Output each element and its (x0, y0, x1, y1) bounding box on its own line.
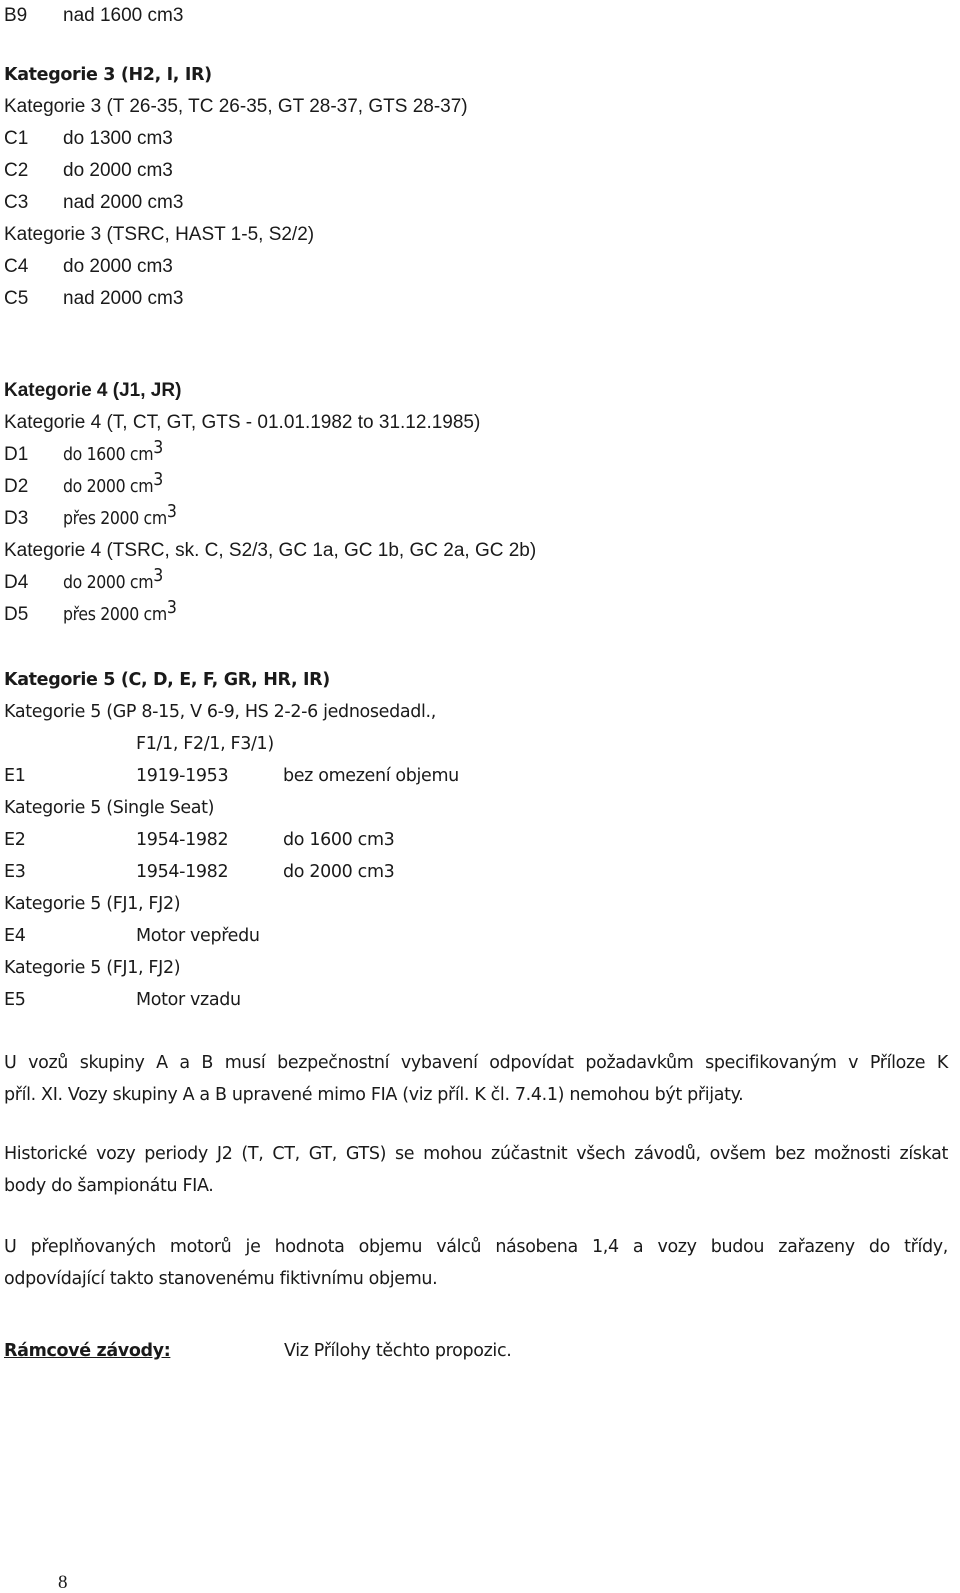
class-desc: do 2000 cm (63, 477, 154, 497)
category-5-subheading-1: Kategorie 5 (GP 8-15, V 6-9, HS 2-2-6 jednosedadl., (4, 702, 436, 722)
paragraph-j2-line-2: body do šampionátu FIA. (4, 1176, 214, 1196)
superscript: 3 (166, 502, 177, 522)
class-row-d4 (4, 567, 163, 599)
paragraph-turbo-line-1: U přeplňovaných motorů je hodnota objemu válců násobena 1,4 a vozy budou zařazeny do třídy, (4, 1237, 948, 1257)
class-desc: přes 2000 cm (63, 605, 167, 625)
class-desc: nad 1600 cm3 (63, 5, 184, 26)
class-desc: Motor vzadu (136, 990, 241, 1010)
category-4-subheading-2: Kategorie 4 (TSRC, sk. C, S2/3, GC 1a, GC 1b, GC 2a, GC 2b) (4, 540, 537, 561)
superscript: 3 (153, 438, 163, 458)
page-number: 8 (58, 1572, 68, 1593)
class-desc: do 2000 cm3 (283, 862, 395, 882)
class-code: C2 (4, 160, 29, 181)
superscript: 3 (166, 598, 177, 618)
category-5-subheading-1-cont: F1/1, F2/1, F3/1) (136, 734, 274, 754)
class-desc: do 1600 cm (63, 445, 154, 465)
class-code: D2 (4, 476, 29, 497)
class-years: 1954-1982 (136, 830, 229, 850)
class-code: D5 (4, 604, 29, 625)
paragraph-safety-line-2: příl. XI. Vozy skupiny A a B upravené mimo FIA (viz příl. K čl. 7.4.1) nemohou být přijaty. (4, 1085, 744, 1105)
class-code: E4 (4, 926, 26, 946)
class-row-e3 (4, 856, 394, 888)
category-5-subheading-3: Kategorie 5 (FJ1, FJ2) (4, 894, 181, 914)
class-code: C3 (4, 192, 29, 213)
class-desc: Motor vepředu (136, 926, 260, 946)
paragraph-turbo-line-2: odpovídající takto stanovenému fiktivnímu objemu. (4, 1269, 438, 1289)
framework-races-row (4, 1335, 511, 1367)
framework-races-label: Rámcové závody: (4, 1341, 171, 1361)
class-code: E2 (4, 830, 26, 850)
class-code: E3 (4, 862, 26, 882)
class-desc: bez omezení objemu (283, 766, 459, 786)
category-3-subheading-1: Kategorie 3 (T 26-35, TC 26-35, GT 28-37, GTS 28-37) (4, 96, 468, 117)
class-row-d2 (4, 471, 163, 503)
class-row-c3 (4, 187, 183, 219)
class-years: 1919-1953 (136, 766, 229, 786)
category-5-subheading-4: Kategorie 5 (FJ1, FJ2) (4, 958, 181, 978)
class-row-b9 (4, 0, 183, 32)
class-row-c5 (4, 283, 183, 315)
class-desc: nad 2000 cm3 (63, 288, 184, 309)
class-code: D3 (4, 508, 29, 529)
class-code: E5 (4, 990, 26, 1010)
class-row-e1 (4, 760, 459, 792)
category-4-subheading-1: Kategorie 4 (T, CT, GT, GTS - 01.01.1982 to 31.12.1985) (4, 412, 481, 433)
class-code: E1 (4, 766, 26, 786)
class-desc: přes 2000 cm (63, 509, 167, 529)
class-years: 1954-1982 (136, 862, 229, 882)
class-desc: do 1600 cm3 (283, 830, 395, 850)
class-code: B9 (4, 5, 28, 26)
class-code: D4 (4, 572, 29, 593)
class-code: C1 (4, 128, 29, 149)
class-code: C4 (4, 256, 29, 277)
superscript: 3 (153, 566, 163, 586)
class-row-d5 (4, 599, 177, 631)
class-desc: nad 2000 cm3 (63, 192, 184, 213)
category-5-heading: Kategorie 5 (C, D, E, F, GR, HR, IR) (4, 670, 330, 690)
class-row-d1 (4, 439, 163, 471)
category-4-heading: Kategorie 4 (J1, JR) (4, 380, 182, 401)
category-5-subheading-2: Kategorie 5 (Single Seat) (4, 798, 215, 818)
class-desc: do 1300 cm3 (63, 128, 173, 149)
class-row-c4 (4, 251, 173, 283)
class-row-e2 (4, 824, 394, 856)
category-3-subheading-2: Kategorie 3 (TSRC, HAST 1-5, S2/2) (4, 224, 315, 245)
class-code: D1 (4, 444, 29, 465)
class-row-d3 (4, 503, 177, 535)
class-desc: do 2000 cm3 (63, 256, 173, 277)
paragraph-j2-line-1: Historické vozy periody J2 (T, CT, GT, GTS) se mohou zúčastnit všech závodů, ovšem bez možnosti získat (4, 1144, 948, 1164)
paragraph-safety-line-1: U vozů skupiny A a B musí bezpečnostní vybavení odpovídat požadavkům specifikovaným v Příloze K (4, 1053, 948, 1073)
superscript: 3 (153, 470, 163, 490)
class-row-c2 (4, 155, 173, 187)
class-row-e5 (4, 984, 241, 1016)
class-code: C5 (4, 288, 29, 309)
class-row-c1 (4, 123, 173, 155)
class-row-e4 (4, 920, 260, 952)
category-3-heading: Kategorie 3 (H2, I, IR) (4, 65, 212, 85)
class-desc: do 2000 cm3 (63, 160, 173, 181)
class-desc: do 2000 cm (63, 573, 154, 593)
framework-races-value: Viz Přílohy těchto propozic. (284, 1341, 512, 1361)
